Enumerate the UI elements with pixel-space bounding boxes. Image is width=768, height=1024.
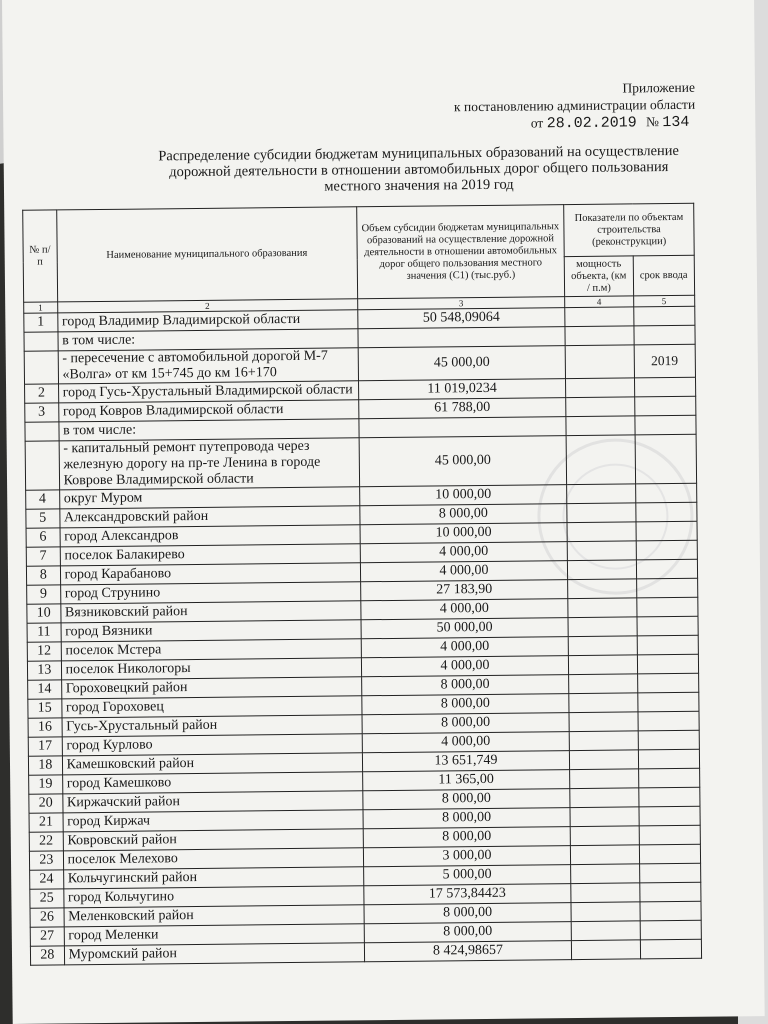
row-name: поселок Балакирево <box>60 544 360 566</box>
row-number: 1 <box>24 313 58 332</box>
row-number: 16 <box>28 718 62 737</box>
subsidy-table <box>22 203 702 966</box>
col-number-1: 1 <box>24 302 58 313</box>
row-deadline <box>640 901 702 921</box>
row-capacity <box>568 617 637 637</box>
row-amount: 10 000,00 <box>360 523 568 544</box>
row-deadline <box>637 616 699 636</box>
col-header-num: № п/п <box>23 210 58 302</box>
row-capacity <box>570 807 639 827</box>
row-capacity <box>566 378 635 398</box>
row-name: Камешковский район <box>62 753 362 775</box>
row-deadline <box>637 635 699 655</box>
row-number: 7 <box>26 547 60 566</box>
row-capacity <box>571 864 640 884</box>
row-deadline <box>637 654 699 674</box>
row-name: - пересечение с автомобильной дорогой М-7 «Волга» от км 15+745 до км 16+170 <box>58 348 358 384</box>
row-deadline <box>638 749 700 769</box>
row-number <box>25 422 59 441</box>
row-amount: 4 000,00 <box>361 656 569 677</box>
row-deadline <box>639 882 701 902</box>
row-number: 18 <box>28 756 62 775</box>
row-number: 4 <box>26 490 60 509</box>
row-number: 14 <box>28 680 62 699</box>
row-name: Кольчугинский район <box>63 867 363 889</box>
row-amount: 5 000,00 <box>363 865 571 886</box>
row-name: Муромский район <box>64 943 364 965</box>
row-name: город Ковров Владимирской области <box>58 400 358 422</box>
row-number: 6 <box>26 528 60 547</box>
col-header-name: Наименование муниципального образования <box>56 207 357 302</box>
row-name: город Кольчугино <box>63 886 363 908</box>
document-title: Распределение субсидии бюджетам муниципальных образований на осуществление дорожной деятельности в отношении автомобильных дорог общего пользования местного значения на 2019 год <box>158 142 680 195</box>
row-number: 5 <box>26 509 60 528</box>
row-deadline <box>636 559 698 579</box>
row-deadline <box>635 502 697 522</box>
row-amount: 45 000,00 <box>358 346 566 381</box>
row-amount: 8 000,00 <box>361 675 569 696</box>
row-deadline <box>639 825 701 845</box>
col-header-capacity: мощность объекта, (км / п.м) <box>564 256 633 297</box>
row-capacity <box>569 712 638 732</box>
row-deadline <box>639 806 701 826</box>
row-deadline <box>634 415 696 435</box>
row-capacity <box>569 655 638 675</box>
appendix-header <box>454 79 696 134</box>
row-capacity <box>568 598 637 618</box>
row-amount: 4 000,00 <box>362 732 570 753</box>
row-deadline <box>633 325 695 345</box>
row-number: 25 <box>30 889 64 908</box>
row-capacity <box>566 435 635 485</box>
row-number <box>25 441 59 490</box>
row-name: Гороховецкий район <box>61 677 361 699</box>
row-amount: 61 788,00 <box>358 398 566 419</box>
row-name: Ковровский район <box>63 829 363 851</box>
row-deadline <box>637 673 699 693</box>
row-name: город Гороховец <box>61 696 361 718</box>
row-amount: 10 000,00 <box>359 485 567 506</box>
col-header-deadline: срок ввода <box>633 255 695 296</box>
row-number: 22 <box>29 832 63 851</box>
date-prefix: от <box>530 115 544 131</box>
row-amount: 11 019,0234 <box>358 379 566 400</box>
row-amount: 8 000,00 <box>364 903 572 924</box>
appendix-date-line <box>454 113 695 134</box>
row-number: 12 <box>27 642 61 661</box>
col-number-5: 5 <box>633 295 695 307</box>
row-amount: 50 548,09064 <box>357 308 565 329</box>
row-name: Гусь-Хрустальный район <box>62 715 362 737</box>
row-number: 24 <box>30 870 64 889</box>
row-name: город Вязники <box>61 620 361 642</box>
row-number: 11 <box>27 623 61 642</box>
row-deadline <box>639 863 701 883</box>
row-capacity <box>569 693 638 713</box>
row-name: город Струнино <box>60 582 360 604</box>
row-capacity <box>567 503 636 523</box>
row-amount <box>358 327 566 348</box>
row-name: город Камешково <box>62 772 362 794</box>
row-capacity <box>570 788 639 808</box>
row-capacity <box>572 940 641 960</box>
row-capacity <box>571 902 640 922</box>
col-number-3: 3 <box>357 297 565 310</box>
row-number: 17 <box>28 737 62 756</box>
row-number: 23 <box>29 851 63 870</box>
row-capacity <box>566 397 635 417</box>
row-deadline <box>636 597 698 617</box>
row-capacity <box>571 845 640 865</box>
row-capacity <box>565 307 634 327</box>
row-deadline <box>640 939 702 959</box>
row-number: 27 <box>30 927 64 946</box>
row-amount: 11 365,00 <box>362 770 570 791</box>
row-amount: 4 000,00 <box>360 561 568 582</box>
row-amount: 8 000,00 <box>362 694 570 715</box>
row-name: Вязниковский район <box>60 601 360 623</box>
row-number: 10 <box>27 604 61 623</box>
row-capacity <box>567 522 636 542</box>
row-capacity <box>567 484 636 504</box>
row-capacity <box>566 416 635 436</box>
row-name: в том числе: <box>59 419 359 441</box>
row-deadline <box>635 434 697 484</box>
row-name: округ Муром <box>59 487 359 509</box>
row-amount: 45 000,00 <box>359 436 567 487</box>
row-amount: 27 183,90 <box>360 580 568 601</box>
row-capacity <box>570 769 639 789</box>
row-number: 8 <box>26 566 60 585</box>
date-value: 28.02.2019 <box>546 114 637 133</box>
row-name: - капитальный ремонт путепровода через железную дорогу на пр-те Ленина в городе Коврове Владимирской области <box>59 438 360 490</box>
col-number-4: 4 <box>565 296 633 308</box>
row-deadline <box>639 844 701 864</box>
table-row <box>25 434 696 490</box>
row-name: Меленковский район <box>64 905 364 927</box>
row-deadline <box>638 711 700 731</box>
row-number: 28 <box>30 946 64 965</box>
row-name: город Карабаново <box>60 563 360 585</box>
number-value: 134 <box>662 113 690 132</box>
row-number: 21 <box>29 813 63 832</box>
row-amount: 8 000,00 <box>363 789 571 810</box>
row-name: город Александров <box>60 525 360 547</box>
row-capacity <box>570 826 639 846</box>
row-amount: 8 000,00 <box>364 922 572 943</box>
row-deadline <box>635 483 697 503</box>
row-number: 13 <box>27 661 61 680</box>
document-page <box>2 0 765 1024</box>
row-name: Александровский район <box>59 506 359 528</box>
row-name: поселок Мелехово <box>63 848 363 870</box>
row-name: город Гусь-Хрустальный Владимирской области <box>58 381 358 403</box>
row-amount: 8 424,98657 <box>364 941 572 962</box>
row-capacity <box>569 731 638 751</box>
row-number: 15 <box>28 699 62 718</box>
row-amount: 4 000,00 <box>361 637 569 658</box>
row-amount: 13 651,749 <box>362 751 570 772</box>
row-amount: 4 000,00 <box>360 542 568 563</box>
row-capacity <box>567 541 636 561</box>
row-deadline <box>636 540 698 560</box>
row-capacity <box>569 674 638 694</box>
row-deadline: 2019 <box>634 344 696 378</box>
row-number <box>24 332 58 351</box>
row-capacity <box>570 750 639 770</box>
row-capacity <box>568 636 637 656</box>
row-amount: 8 000,00 <box>363 827 571 848</box>
row-capacity <box>565 326 634 346</box>
row-name: город Киржач <box>63 810 363 832</box>
row-capacity <box>568 560 637 580</box>
row-name: город Меленки <box>64 924 364 946</box>
row-deadline <box>636 521 698 541</box>
row-number: 3 <box>25 403 59 422</box>
row-capacity <box>571 921 640 941</box>
row-number: 9 <box>27 585 61 604</box>
row-capacity <box>565 345 634 379</box>
row-deadline <box>634 396 696 416</box>
row-deadline <box>638 787 700 807</box>
row-name: в том числе: <box>58 329 358 351</box>
appendix-reference: к постановлению администрации области <box>453 96 696 115</box>
row-deadline <box>633 306 695 326</box>
row-amount: 17 573,84423 <box>364 884 572 905</box>
row-deadline <box>638 768 700 788</box>
row-number: 26 <box>30 908 64 927</box>
row-amount: 50 000,00 <box>361 618 569 639</box>
row-amount: 4 000,00 <box>361 599 569 620</box>
row-amount: 8 000,00 <box>360 504 568 525</box>
number-prefix: № <box>645 114 659 130</box>
row-deadline <box>637 692 699 712</box>
row-number: 19 <box>29 775 63 794</box>
row-number <box>24 351 58 384</box>
row-capacity <box>568 579 637 599</box>
row-name: поселок Мстера <box>61 639 361 661</box>
col-header-indicators: Показатели по объектам строительства (реконструкции) <box>564 203 694 256</box>
row-amount: 8 000,00 <box>362 713 570 734</box>
row-name: поселок Никологоры <box>61 658 361 680</box>
col-header-amount: Объем субсидии бюджетам муниципальных образований на осуществление дорожной деятельности в отношении автомобильных дорог общего пользования местного значения (С1) (тыс.руб.) <box>356 205 564 299</box>
row-number: 20 <box>29 794 63 813</box>
row-name: город Курлово <box>62 734 362 756</box>
row-amount: 8 000,00 <box>363 808 571 829</box>
row-name: Киржачский район <box>62 791 362 813</box>
row-capacity <box>571 883 640 903</box>
row-number: 2 <box>25 384 59 403</box>
col-number-2: 2 <box>57 299 357 313</box>
row-deadline <box>634 377 696 397</box>
row-amount: 3 000,00 <box>363 846 571 867</box>
row-deadline <box>640 920 702 940</box>
appendix-label: Приложение <box>622 79 696 96</box>
row-deadline <box>636 578 698 598</box>
row-name: город Владимир Владимирской области <box>57 310 357 332</box>
row-amount <box>359 417 567 438</box>
table-body <box>24 306 702 965</box>
row-deadline <box>638 730 700 750</box>
